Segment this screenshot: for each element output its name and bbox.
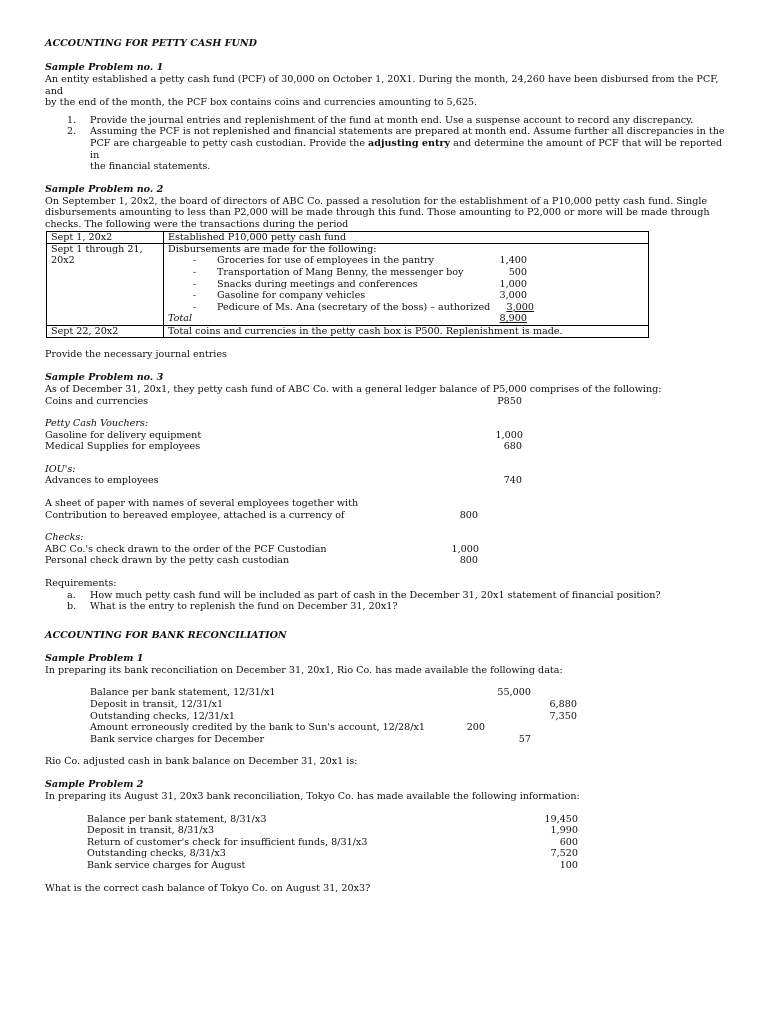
pcf-heading: ACCOUNTING FOR PETTY CASH FUND [45,38,257,49]
document-page [45,38,725,894]
requirements-heading: Requirements: [45,578,117,590]
line-amount: 7,350 [549,710,577,722]
line-item [45,848,578,860]
disbursement-total [168,313,644,325]
line-amount: 100 [559,859,578,871]
line-label: Gasoline for delivery equipment [45,429,202,441]
line-label: Return of customer's check for insufficient funds, 8/31/x3 [87,836,368,848]
line-item [45,825,578,837]
line-item [45,837,578,849]
problem-2-line3: checks. The following were the transactions during the period [45,218,349,230]
bullet-dash: - [192,255,197,267]
table-row [47,325,649,337]
problem-1-text-line2: by the end of the month, the PCF box contains coins and currencies amounting to 5,625. [45,97,478,109]
table-cell-desc: Total coins and currencies in the petty cash box is P500. Replenishment is made. [164,325,649,337]
line-amount: 200 [466,722,485,734]
disbursement-amount: 1,400 [499,255,527,267]
line-item [45,430,523,442]
list-number: 1. [67,114,77,126]
problem-2-title: Sample Problem no. 2 [45,183,164,195]
line-item [45,860,578,872]
list-text-line1: Assuming the PCF is not replenished and financial statements are prepared at month end. Assume further all discrepancies in the [90,126,725,138]
bank-heading: ACCOUNTING FOR BANK RECONCILIATION [45,629,287,641]
disbursement-item [168,267,644,279]
disbursement-amount: 3,000 [499,290,527,302]
line-label: Coins and currencies [45,395,149,407]
bank-problem-2-line1: In preparing its August 31, 20x3 bank reconciliation, Tokyo Co. has made available the following information: [45,790,580,802]
line-item [45,814,578,826]
line-item [45,734,531,746]
line-amount: 19,450 [544,813,578,825]
bullet-dash: - [192,278,197,290]
table-cell-desc: Established P10,000 petty cash fund [164,231,649,243]
list-text-line2c: and determine the amount of PCF that will be reported in [90,137,723,161]
list-text-line3: the financial statements. [90,161,211,173]
date-line1: Sept 1 through 21, [51,243,143,255]
disbursement-item [168,255,644,267]
line-amount: 800 [459,555,478,567]
problem-2-instruction: Provide the necessary journal entries [45,349,227,361]
list-text: What is the entry to replenish the fund on December 31, 20x1? [90,601,398,613]
line-item [45,722,485,734]
total-label: Total [168,313,193,325]
list-item [45,115,725,127]
checks-heading: Checks: [45,532,84,544]
list-text: How much petty cash fund will be included as part of cash in the December 31, 20x1 statement of financial position? [90,589,661,601]
bank-problem-1-question: Rio Co. adjusted cash in bank balance on December 31, 20x1 is: [45,756,358,768]
line-amount: 1,000 [495,429,523,441]
bank-problem-1-data [45,687,725,745]
line-amount: 55,000 [497,687,531,699]
vouchers-heading: Petty Cash Vouchers: [45,418,149,430]
line-amount: 740 [503,475,522,487]
line-label: Amount erroneously credited by the bank to Sun's account, 12/28/x1 [90,722,425,734]
list-item [45,126,725,172]
disbursement-item [168,279,644,291]
bullet-dash: - [192,301,197,313]
line-label: Outstanding checks, 12/31/x1 [90,710,235,722]
table-cell-desc [164,243,649,325]
line-amount: 1,000 [451,543,479,555]
disbursements-intro: Disbursements are made for the following: [168,243,377,255]
table-row [47,231,649,243]
disbursement-label: Groceries for use of employees in the pantry [217,255,435,267]
sheet-line1: A sheet of paper with names of several employees together with [45,498,359,510]
list-text [90,126,725,172]
problem-2-line2: disbursements amounting to less than P2,000 will be made through this fund. Those amounting to P2,000 or more will be made through [45,207,710,219]
adjusting-entry-bold: adjusting entry [368,137,451,149]
line-item [45,711,577,723]
line-label: Balance per bank statement, 8/31/x3 [87,813,267,825]
bullet-dash: - [192,266,197,278]
line-item [45,687,531,699]
problem-1-list [45,115,725,173]
bank-problem-2-question: What is the correct cash balance of Tokyo Co. on August 31, 20x3? [45,882,371,894]
bank-problem-2-data [45,814,725,872]
problem-3-line1: As of December 31, 20x1, they petty cash fund of ABC Co. with a general ledger balance of P5,000 comprises of the following: [45,383,662,395]
disbursement-label: Pedicure of Ms. Ana (secretary of the boss) – authorized [217,301,491,313]
disbursement-item [168,302,644,314]
line-label: Bank service charges for August [87,859,246,871]
line-amount: 7,520 [550,848,578,860]
list-letter: a. [67,589,76,601]
line-amount: 6,880 [549,699,577,710]
disbursement-amount: 1,000 [499,278,527,290]
iou-heading: IOU's: [45,463,76,475]
line-label: Bank service charges for December [90,733,265,745]
problem-2-line1: On September 1, 20x2, the board of directors of ABC Co. passed a resolution for the establishment of a P10,000 petty cash fund. Single [45,195,708,207]
table-cell-date: Sept 1, 20x2 [47,231,164,243]
list-item [45,590,725,602]
line-label: Deposit in transit, 12/31/x1 [90,699,224,710]
line-item [45,475,522,487]
line-item [45,555,478,567]
line-label: Outstanding checks, 8/31/x3 [87,848,226,860]
disbursement-label: Gasoline for company vehicles [217,290,366,302]
problem-3-title: Sample Problem no. 3 [45,371,164,383]
disbursement-amount: 3,000 [506,301,534,313]
line-label: Contribution to bereaved employee, attached is a currency of [45,509,345,521]
line-amount: 600 [559,836,578,848]
line-amount: 1,990 [550,825,578,837]
line-amount: 57 [518,733,531,745]
line-item [45,396,522,408]
total-amount: 8,900 [499,313,527,325]
line-amount: 680 [503,441,522,453]
line-item [45,441,522,453]
list-number: 2. [67,126,77,138]
problem-1-text-line1: An entity established a petty cash fund (PCF) of 30,000 on October 1, 20X1. During the month, 24,260 have been disbursed from the PCF, and [45,74,719,97]
line-label: Advances to employees [45,475,159,487]
line-label: Balance per bank statement, 12/31/x1 [90,687,276,699]
table-row [47,243,649,325]
list-letter: b. [67,601,77,613]
bank-problem-1-title: Sample Problem 1 [45,652,144,664]
list-item [45,601,725,613]
line-item [45,544,479,556]
line-label: Medical Supplies for employees [45,441,201,453]
line-item [45,699,577,711]
line-label: Personal check drawn by the petty cash custodian [45,555,290,567]
problem-1-title: Sample Problem no. 1 [45,62,164,73]
line-amount: 800 [459,509,478,521]
bullet-dash: - [192,290,197,302]
bank-problem-2-title: Sample Problem 2 [45,778,144,790]
disbursement-label: Snacks during meetings and conferences [217,278,418,290]
line-item [45,510,478,522]
line-label: ABC Co.'s check drawn to the order of the PCF Custodian [45,543,327,555]
disbursement-label: Transportation of Mang Benny, the messenger boy [217,266,464,278]
bank-problem-1-line1: In preparing its bank reconciliation on December 31, 20x1, Rio Co. has made available the following data: [45,664,563,676]
line-amount: P850 [497,395,522,407]
list-text: Provide the journal entries and replenishment of the fund at month end. Use a suspense account to record any discrepancy. [90,114,694,126]
line-label: Deposit in transit, 8/31/x3 [87,825,215,837]
list-text-line2a: PCF are chargeable to petty cash custodian. Provide the [90,137,369,149]
disbursement-amount: 500 [508,266,527,278]
disbursement-item [168,290,644,302]
table-cell-date: Sept 22, 20x2 [47,325,164,337]
transactions-table [46,231,649,339]
table-cell-date [47,243,164,325]
date-line2: 20x2 [51,255,75,267]
requirements-list [45,590,725,613]
